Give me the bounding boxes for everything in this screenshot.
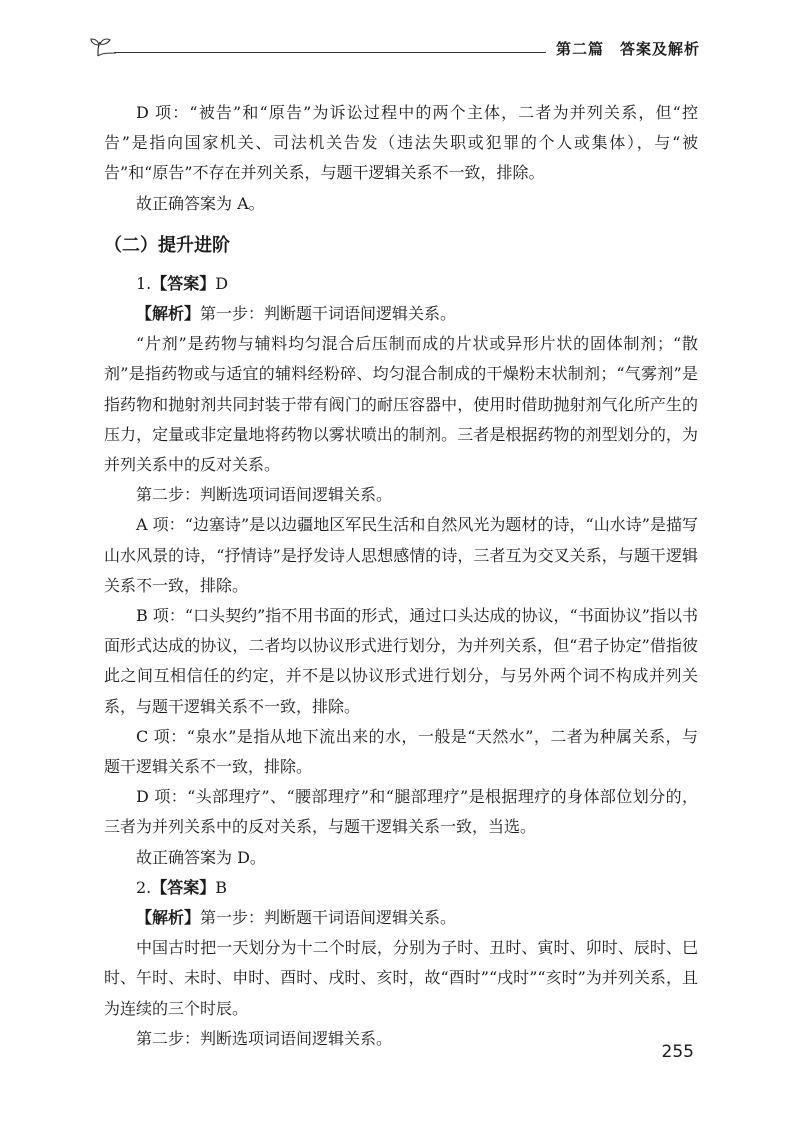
q1-answer-line	[104, 269, 698, 299]
page-header	[88, 36, 700, 76]
q2-analysis-line	[104, 903, 698, 933]
q1-option-a: A 项：“边塞诗”是以边疆地区军民生活和自然风光为题材的诗，“山水诗”是描写山水风景的诗，“抒情诗”是抒发诗人思想感情的诗，三者互为交叉关系，与题干逻辑关系不一致，排除。	[104, 515, 698, 595]
subheading: （二）提升进阶	[104, 234, 230, 256]
q2-answer-value: B	[215, 877, 228, 897]
q2-answer-line	[104, 873, 698, 903]
q1-step2: 第二步：判断选项词语间逻辑关系。	[136, 485, 393, 505]
sprout-icon	[88, 36, 122, 60]
q2-analysis-label: 【解析】	[136, 908, 201, 928]
q1-answer-label: 【答案】	[151, 273, 216, 293]
paragraph-d-option: D 项：“被告”和“原告”为诉讼过程中的两个主体，二者为并列关系，但“控告”是指向国家机关、司法机关告发（违法失职或犯罪的个人或集体），与“被告”和“原告”不存在并列关系，与题干逻辑关系不一致，排除。	[104, 103, 698, 183]
q1-option-d: D 项：“头部理疗”、“腰部理疗”和“腿部理疗”是根据理疗的身体部位划分的，三者为并列关系中的反对关系，与题干逻辑关系一致，当选。	[104, 787, 698, 837]
page-number: 255	[661, 1042, 694, 1062]
q1-conclusion: 故正确答案为 D。	[136, 847, 266, 867]
q2-analysis-text: 第一步：判断题干词语间逻辑关系。	[200, 908, 457, 928]
q2-step2: 第二步：判断选项词语间逻辑关系。	[136, 1028, 393, 1048]
q2-answer-label: 【答案】	[151, 877, 216, 897]
q1-analysis-text: 第一步：判断题干词语间逻辑关系。	[200, 304, 457, 324]
q2-main-paragraph: 中国古时把一天划分为十二个时辰，分别为子时、丑时、寅时、卯时、辰时、巳时、午时、未时、申时、酉时、戌时、亥时，故“酉时”“戌时”“亥时”为并列关系，且为连续的三个时辰。	[104, 938, 698, 1018]
page-content	[104, 98, 698, 1054]
q2-number: 2.	[136, 877, 152, 897]
q1-analysis-label: 【解析】	[136, 304, 201, 324]
q1-option-c: C 项：“泉水”是指从地下流出来的水，一般是“天然水”，二者为种属关系，与题干逻辑关系不一致，排除。	[104, 726, 698, 777]
q1-main-paragraph: “片剂”是药物与辅料均匀混合后压制而成的片状或异形片状的固体制剂；“散剂”是指药物或与适宜的辅料经粉碎、均匀混合制成的干燥粉末状制剂；“气雾剂”是指药物和抛射剂共同封装于带有阀门的耐压容器中，使用时借助抛射剂气化所产生的压力，定量或非定量地将药物以雾状喷出的制剂。三者是根据药物的剂型划分的，为并列关系中的反对关系。	[104, 334, 698, 475]
q1-answer-value: D	[215, 273, 229, 293]
q1-option-b: B 项：“口头契约”指不用书面的形式，通过口头达成的协议，“书面协议”指以书面形式达成的协议，二者均以协议形式进行划分，为并列关系，但“君子协定”借指彼此之间互相信任的约定，并不是以协议形式进行划分，与另外两个词不构成并列关系，与题干逻辑关系不一致，排除。	[104, 606, 698, 716]
q1-number: 1.	[136, 273, 152, 293]
section-title: 第二篇 答案及解析	[546, 38, 700, 59]
conclusion-a: 故正确答案为 A。	[136, 193, 265, 213]
q1-analysis-line	[104, 299, 698, 329]
